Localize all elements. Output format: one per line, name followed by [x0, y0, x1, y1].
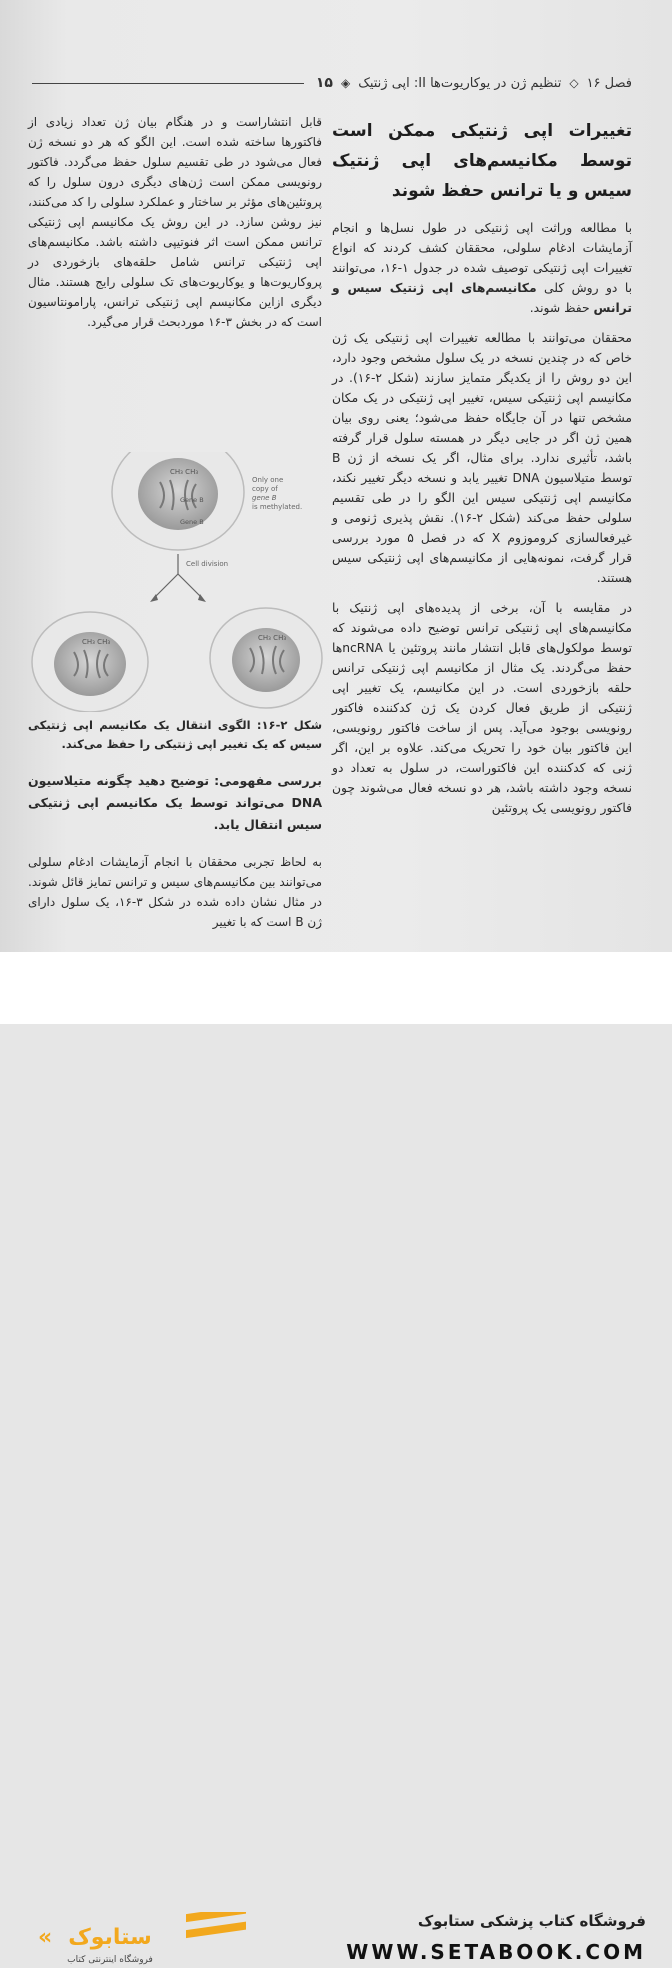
note-line-1: Only one — [252, 476, 284, 484]
note-line-4: is methylated. — [252, 503, 303, 511]
paragraph-3: در مقایسه با آن، برخی از پدیده‌های اپی ژنتیک با مکانیسم‌های اپی ژنتیکی ترانس توضیح داده می‌شوند که توسط مولکول‌های قابل انتشار مانند پروتئین یا ncRNAها حفظ می‌گردند. یک مثال از مکانیسم اپی ژنتیکی ترانس حلقه بازخوردی است. در این مکانیسم، یک تغییر اپی ژنتیکی از طریق فعال کردن یک ژن کدکننده فاکتور رونویسی بوجود می‌آید. پس از ساخت فاکتور رونویسی، این فاکتور بیان خود را تحریک می‌کند. علاوه بر این، اگر ژنی که کدکننده این فاکتوراست، در سلول به تعداد دو نسخه وجود داشته باشد، هر دو نسخه فعال می‌شوند چون فاکتور رونویسی یک پروتئین — [332, 601, 632, 815]
diamond-icon: ◇ — [569, 76, 579, 90]
paragraph-1-text: با مطالعه وراثت اپی ژنتیکی در طول نسل‌ها و انجام آزمایشات ادغام سلولی، محققان کشف کردند که انواع تغییرات اپی ژنتیکی توصیف شده در جدول ۱-۱۶، می‌توانند با دو روش کلی — [332, 221, 633, 295]
shop-name: فروشگاه کتاب پزشکی ستابوک — [417, 1912, 646, 1930]
page-header — [28, 72, 632, 94]
left-paragraph-1: قابل انتشاراست و در هنگام بیان ژن تعداد زیادی از فاکتورها ساخته شده است. این الگو که هر دو نسخه ژن فعال می‌شود در طی تقسیم سلول حفظ می‌گردد. فاکتور رونویسی ممکن است ژن‌های دیگری درون سلول را که پروتئین‌های مؤثر بر ساختار و عملکرد سلولی را کد می‌کنند، نیز روشن سازد. در این روش یک مکانیسم اپی ژنتیکی ترانس ممکن است اثر فنوتیپی داشته باشد. مکانیسم‌های اپی ژنتیکی ترانس شامل حلقه‌های بازخوردی در پروکاریوت‌ها و یوکاریوت‌های تک سلولی رایج هستند. مثال دیگری ازاین مکانیسم اپی ژنتیکی ترانس، پارامونتاسیون است که در بخش ۳-۱۶ موردبحث قرار می‌گیرد. — [28, 115, 322, 329]
figure-2-16 — [30, 452, 324, 712]
concept-review: بررسی مفهومی: توضیح دهید چگونه متیلاسیون DNA می‌تواند توسط یک مکانیسم اپی ژنتیکی سیس انتقال یابد. — [28, 773, 322, 832]
cell-division-label: Cell division — [186, 560, 229, 568]
methyl-label: CH₃ CH₃ — [170, 468, 199, 476]
header-rule — [32, 83, 304, 84]
right-column — [332, 112, 632, 828]
cell-division-diagram — [30, 452, 324, 712]
section-title: تغییرات اپی ژنتیکی ممکن است توسط مکانیسم‌های اپی ژنتیک سیس و یا ترانس حفظ شوند — [332, 121, 632, 201]
diamond-filled-icon: ◈ — [340, 76, 351, 90]
chapter-title: تنظیم ژن در یوکاریوت‌ها II: اپی ژنتیک — [358, 75, 562, 91]
gene-b-label-top: Gene B — [180, 496, 204, 504]
chapter-label: فصل ۱۶ — [586, 75, 632, 91]
logo-subtitle: فروشگاه اینترنتی کتاب — [67, 1955, 153, 1965]
note-line-3: gene B — [252, 494, 277, 502]
logo-text: ستابوک — [68, 1925, 152, 1950]
methyl-label-1: CH₃ CH₃ — [82, 638, 111, 646]
paragraph-2: محققان می‌توانند با مطالعه تغییرات اپی ژنتیکی یک ژن خاص که در چندین نسخه در یک سلول مشخص وجود دارد، این دو روش را از یکدیگر متمایز سازند (شکل ۲-۱۶). در مکانیسم اپی ژنتیکی سیس، تغییر اپی ژنتیکی در یک مکان مشخص تنها در آن جایگاه حفظ می‌شود؛ یعنی روی بیان همین ژن اگر در جایی دیگر در همسته سلول قرار گرفته باشد، تأثیری ندارد. برای مثال، اگر یک نسخه از ژن B توسط متیلاسیون DNA تغییر یابد و نسخه دیگر تغییر نکند، مکانیسم اپی ژنتیکی سیس این الگو را در طی تقسیم سلولی حفظ می‌کند (شکل ۲-۱۶). نقش پذیری ژنومی و غیرفعالسازی کروموزوم X که در فصل ۵ مورد بررسی قرار گرفت، نمونه‌هایی از مکانیسم‌های اپی ژنتیکی سیس هستند. — [332, 331, 633, 585]
paragraph-1 — [332, 218, 632, 318]
note-line-2: copy of — [252, 485, 278, 493]
left-column — [28, 112, 322, 342]
book-page — [0, 0, 672, 952]
footer-banner — [0, 952, 672, 1965]
figure-caption: شکل ۲-۱۶: الگوی انتقال یک مکانیسم اپی ژنتیکی سیس که یک تغییر اپی ژنتیکی را حفظ می‌کند. — [28, 718, 323, 751]
left-paragraph-2: به لحاظ تجربی محققان با انجام آزمایشات ادغام سلولی می‌توانند بین مکانیسم‌های سیس و ترانس تمایز قائل شوند. در مثال نشان داده شده در شکل ۳-۱۶، یک سلول دارای ژن B است که با تغییر — [28, 855, 322, 929]
chevron-left-icon: « — [38, 1925, 53, 1950]
methyl-label-2: CH₃ CH₃ — [258, 634, 287, 642]
paragraph-1-bold: مکانیسم‌های اپی ژنتیک سیس و ترانس — [332, 281, 632, 315]
website-link[interactable]: WWW.SETABOOK.COM — [346, 1940, 646, 1964]
page-number: ۱۵ — [315, 75, 333, 91]
paragraph-1-end: حفظ شوند. — [529, 301, 590, 315]
gene-b-label-bottom: Gene B — [180, 518, 204, 526]
setabook-logo[interactable] — [30, 1912, 260, 1968]
